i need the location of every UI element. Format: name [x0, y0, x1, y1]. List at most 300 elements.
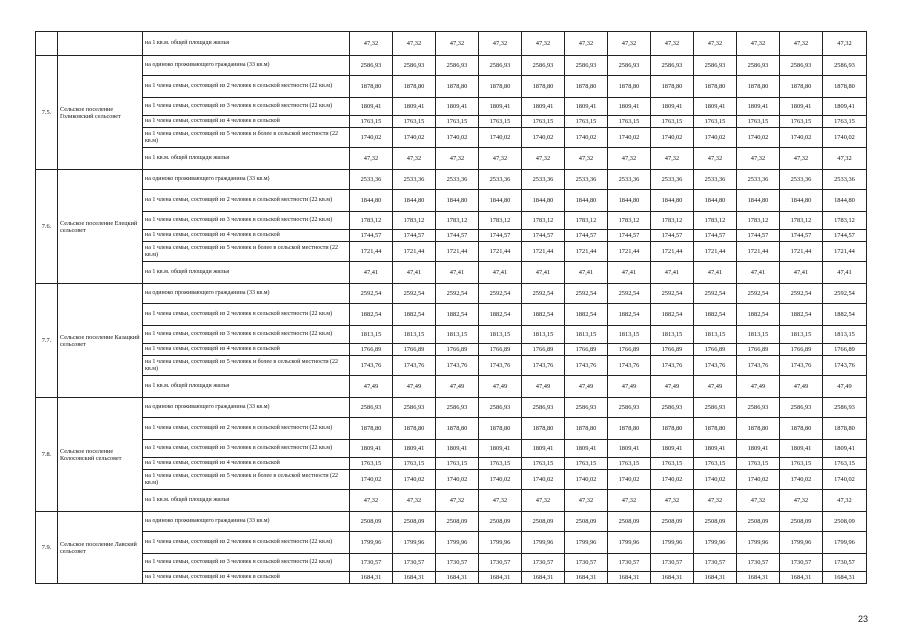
- value-cell: 1878,80: [737, 76, 780, 98]
- value-cell: 1844,80: [522, 190, 565, 212]
- value-cell: 2592,54: [522, 284, 565, 304]
- value-cell: 1882,54: [780, 304, 823, 326]
- value-cell: 2508,09: [565, 512, 608, 532]
- value-cell: 1763,15: [694, 116, 737, 128]
- value-cell: 1809,41: [823, 98, 867, 116]
- territory-name: Сельское поселение Колосовский сельсовет: [58, 398, 143, 512]
- value-cell: 1721,44: [479, 242, 522, 262]
- value-cell: 2508,09: [651, 512, 694, 532]
- value-cell: 1763,15: [608, 458, 651, 470]
- value-cell: 1882,54: [823, 304, 867, 326]
- value-cell: 2592,54: [565, 284, 608, 304]
- value-cell: 1740,02: [565, 128, 608, 148]
- territory-name: Сельское поселение Голиковский сельсовет: [58, 56, 143, 170]
- table-row: [36, 376, 867, 398]
- value-cell: 47,49: [522, 376, 565, 398]
- value-cell: 2586,93: [479, 398, 522, 418]
- value-cell: 1809,41: [522, 98, 565, 116]
- value-cell: 1763,15: [393, 458, 436, 470]
- row-label: на 1 члена семьи, состоящей из 2 человек в сельской местности (22 кв.м): [143, 190, 350, 212]
- value-cell: 1882,54: [608, 304, 651, 326]
- value-cell: 1744,57: [522, 230, 565, 242]
- value-cell: 2586,93: [436, 398, 479, 418]
- block-index: 7.7.: [36, 284, 58, 398]
- value-cell: 2586,93: [608, 398, 651, 418]
- value-cell: 1882,54: [651, 304, 694, 326]
- value-cell: 2586,93: [479, 56, 522, 76]
- value-cell: 1730,57: [350, 554, 393, 572]
- value-cell: 47,32: [436, 490, 479, 512]
- value-cell: 1783,12: [608, 212, 651, 230]
- value-cell: 2508,09: [737, 512, 780, 532]
- value-cell: 2533,36: [565, 170, 608, 190]
- value-cell: 1783,12: [651, 212, 694, 230]
- value-cell: 2586,93: [823, 398, 867, 418]
- row-label: на 1 кв.м. общей площади жилья: [143, 148, 350, 170]
- value-cell: 1740,02: [694, 128, 737, 148]
- table-row: [36, 356, 867, 376]
- value-cell: 1783,12: [479, 212, 522, 230]
- value-cell: 1813,15: [780, 326, 823, 344]
- value-cell: 2533,36: [780, 170, 823, 190]
- row-label: на 1 члена семьи, состоящей из 2 человек в сельской местности (22 кв.м): [143, 76, 350, 98]
- value-cell: 1721,44: [350, 242, 393, 262]
- value-cell: 2586,93: [565, 398, 608, 418]
- row-label: на 1 члена семьи, состоящей из 3 человек в сельской местности (22 кв.м): [143, 554, 350, 572]
- table-row: [36, 242, 867, 262]
- block-index: 7.6.: [36, 170, 58, 284]
- value-cell: 1844,80: [780, 190, 823, 212]
- value-cell: 1740,02: [393, 470, 436, 490]
- value-cell: 1809,41: [694, 440, 737, 458]
- value-cell: 1721,44: [823, 242, 867, 262]
- value-cell: 1744,57: [479, 230, 522, 242]
- value-cell: 1878,80: [479, 76, 522, 98]
- value-cell: 2586,93: [651, 56, 694, 76]
- table-row: [36, 326, 867, 344]
- value-cell: 47,32: [694, 32, 737, 56]
- value-cell: 47,41: [823, 262, 867, 284]
- value-cell: 47,32: [651, 490, 694, 512]
- value-cell: 2586,93: [780, 398, 823, 418]
- value-cell: 1878,80: [350, 418, 393, 440]
- value-cell: 2533,36: [393, 170, 436, 190]
- value-cell: 1740,02: [694, 470, 737, 490]
- value-cell: 1882,54: [479, 304, 522, 326]
- value-cell: 1766,89: [350, 344, 393, 356]
- value-cell: 1730,57: [823, 554, 867, 572]
- block-index: 7.9.: [36, 512, 58, 584]
- value-cell: 1740,02: [436, 128, 479, 148]
- value-cell: 47,32: [479, 32, 522, 56]
- value-cell: 1740,02: [350, 128, 393, 148]
- value-cell: 1740,02: [393, 128, 436, 148]
- table-row: [36, 212, 867, 230]
- value-cell: 2533,36: [651, 170, 694, 190]
- value-cell: 1740,02: [608, 128, 651, 148]
- value-cell: 1878,80: [780, 76, 823, 98]
- block-index: 7.8.: [36, 398, 58, 512]
- value-cell: 2533,36: [479, 170, 522, 190]
- value-cell: 1813,15: [737, 326, 780, 344]
- value-cell: 1766,89: [823, 344, 867, 356]
- value-cell: 47,32: [393, 148, 436, 170]
- row-label: на 1 кв.м. общей площади жилья: [143, 490, 350, 512]
- value-cell: 1809,41: [393, 440, 436, 458]
- value-cell: 47,49: [393, 376, 436, 398]
- value-cell: 1763,15: [436, 116, 479, 128]
- table-row: [36, 344, 867, 356]
- value-cell: 47,41: [479, 262, 522, 284]
- block-index: 7.5.: [36, 56, 58, 170]
- value-cell: 1743,76: [694, 356, 737, 376]
- value-cell: 47,32: [737, 32, 780, 56]
- value-cell: 1744,57: [608, 230, 651, 242]
- value-cell: 47,32: [393, 32, 436, 56]
- value-cell: 1878,80: [393, 76, 436, 98]
- value-cell: 2586,93: [522, 56, 565, 76]
- value-cell: 47,41: [737, 262, 780, 284]
- value-cell: 1763,15: [479, 116, 522, 128]
- table-row: [36, 418, 867, 440]
- value-cell: 1878,80: [694, 418, 737, 440]
- value-cell: 1684,31: [694, 572, 737, 584]
- value-cell: 1730,57: [565, 554, 608, 572]
- value-cell: 1730,57: [522, 554, 565, 572]
- value-cell: 1763,15: [350, 458, 393, 470]
- value-cell: 1766,89: [522, 344, 565, 356]
- value-cell: 1740,02: [651, 470, 694, 490]
- value-cell: 2592,54: [651, 284, 694, 304]
- value-cell: 1684,31: [737, 572, 780, 584]
- value-cell: 1730,57: [780, 554, 823, 572]
- value-cell: 1766,89: [393, 344, 436, 356]
- table-row: [36, 572, 867, 584]
- value-cell: 1809,41: [350, 440, 393, 458]
- value-cell: 47,49: [608, 376, 651, 398]
- value-cell: 1878,80: [522, 418, 565, 440]
- value-cell: 1763,15: [608, 116, 651, 128]
- value-cell: 1766,89: [780, 344, 823, 356]
- value-cell: 1743,76: [393, 356, 436, 376]
- territory-name: Сельское поселение Лавский сельсовет: [58, 512, 143, 584]
- value-cell: 1730,57: [694, 554, 737, 572]
- value-cell: 1844,80: [608, 190, 651, 212]
- value-cell: 1744,57: [694, 230, 737, 242]
- value-cell: 2586,93: [823, 56, 867, 76]
- value-cell: 2586,93: [436, 56, 479, 76]
- table-row: [36, 76, 867, 98]
- value-cell: 47,32: [780, 32, 823, 56]
- value-cell: 1799,96: [436, 532, 479, 554]
- value-cell: 47,32: [522, 490, 565, 512]
- value-cell: 1882,54: [737, 304, 780, 326]
- value-cell: 47,32: [350, 490, 393, 512]
- value-cell: 1743,76: [436, 356, 479, 376]
- value-cell: 1813,15: [479, 326, 522, 344]
- value-cell: 1844,80: [737, 190, 780, 212]
- value-cell: 1878,80: [565, 76, 608, 98]
- value-cell: 1730,57: [479, 554, 522, 572]
- value-cell: 1882,54: [565, 304, 608, 326]
- value-cell: 1684,31: [350, 572, 393, 584]
- value-cell: 1878,80: [608, 418, 651, 440]
- value-cell: 1799,96: [823, 532, 867, 554]
- value-cell: 1730,57: [737, 554, 780, 572]
- value-cell: 2533,36: [823, 170, 867, 190]
- value-cell: 1878,80: [436, 418, 479, 440]
- value-cell: 1684,31: [393, 572, 436, 584]
- value-cell: 1740,02: [737, 128, 780, 148]
- value-cell: 2592,54: [823, 284, 867, 304]
- value-cell: 47,32: [479, 490, 522, 512]
- table-row: [36, 554, 867, 572]
- value-cell: 47,32: [479, 148, 522, 170]
- value-cell: 1740,02: [565, 470, 608, 490]
- table-row: [36, 190, 867, 212]
- value-cell: 1763,15: [737, 458, 780, 470]
- value-cell: 2586,93: [608, 56, 651, 76]
- row-label: на 1 члена семьи, состоящей из 5 человек и более в сельской местности (22 кв.м): [143, 470, 350, 490]
- value-cell: 1844,80: [350, 190, 393, 212]
- value-cell: 1882,54: [694, 304, 737, 326]
- value-cell: 1766,89: [694, 344, 737, 356]
- value-cell: 47,32: [565, 490, 608, 512]
- value-cell: 1763,15: [651, 116, 694, 128]
- value-cell: 2586,93: [780, 56, 823, 76]
- value-cell: 1844,80: [694, 190, 737, 212]
- row-label: на 1 члена семьи, состоящей из 2 человек в сельской местности (22 кв.м): [143, 418, 350, 440]
- value-cell: 1763,15: [823, 458, 867, 470]
- value-cell: 2586,93: [694, 398, 737, 418]
- value-cell: 1882,54: [436, 304, 479, 326]
- value-cell: 47,41: [393, 262, 436, 284]
- value-cell: 2592,54: [436, 284, 479, 304]
- value-cell: 1740,02: [522, 128, 565, 148]
- row-label: на 1 члена семьи, состоящей из 2 человек в сельской местности (22 кв.м): [143, 304, 350, 326]
- value-cell: 1809,41: [393, 98, 436, 116]
- value-cell: 47,41: [651, 262, 694, 284]
- value-cell: 1763,15: [565, 116, 608, 128]
- value-cell: 2586,93: [651, 398, 694, 418]
- value-cell: 1878,80: [823, 418, 867, 440]
- value-cell: 2586,93: [694, 56, 737, 76]
- value-cell: 47,32: [780, 148, 823, 170]
- value-cell: 1878,80: [350, 76, 393, 98]
- table-row: [36, 98, 867, 116]
- value-cell: 47,32: [823, 32, 867, 56]
- value-cell: 1763,15: [823, 116, 867, 128]
- value-cell: 1799,96: [565, 532, 608, 554]
- value-cell: 2586,93: [522, 398, 565, 418]
- value-cell: 1882,54: [393, 304, 436, 326]
- value-cell: 1878,80: [479, 418, 522, 440]
- value-cell: 1763,15: [522, 458, 565, 470]
- value-cell: 1740,02: [823, 470, 867, 490]
- value-cell: 1882,54: [350, 304, 393, 326]
- value-cell: 1809,41: [565, 440, 608, 458]
- value-cell: 1878,80: [823, 76, 867, 98]
- value-cell: 1844,80: [823, 190, 867, 212]
- value-cell: 1740,02: [780, 128, 823, 148]
- value-cell: 1783,12: [565, 212, 608, 230]
- value-cell: 47,32: [651, 32, 694, 56]
- value-cell: 2533,36: [737, 170, 780, 190]
- value-cell: 47,32: [694, 148, 737, 170]
- row-label: на одиноко проживающего гражданина (33 кв.м): [143, 170, 350, 190]
- value-cell: 1809,41: [479, 98, 522, 116]
- value-cell: 1744,57: [651, 230, 694, 242]
- value-cell: 1721,44: [737, 242, 780, 262]
- row-label: на 1 члена семьи, состоящей из 2 человек в сельской местности (22 кв.м): [143, 532, 350, 554]
- row-label: на 1 кв.м. общей площади жилья: [143, 32, 350, 56]
- value-cell: 47,41: [436, 262, 479, 284]
- index-cell: [36, 32, 58, 56]
- value-cell: 2586,93: [393, 56, 436, 76]
- value-cell: 1744,57: [780, 230, 823, 242]
- value-cell: 1809,41: [780, 98, 823, 116]
- value-cell: 1740,02: [350, 470, 393, 490]
- value-cell: 1740,02: [737, 470, 780, 490]
- value-cell: 1809,41: [737, 440, 780, 458]
- value-cell: 1684,31: [651, 572, 694, 584]
- value-cell: 47,32: [436, 148, 479, 170]
- value-cell: 1743,76: [350, 356, 393, 376]
- value-cell: 1809,41: [350, 98, 393, 116]
- value-cell: 2533,36: [436, 170, 479, 190]
- value-cell: 1813,15: [350, 326, 393, 344]
- value-cell: 1763,15: [393, 116, 436, 128]
- value-cell: 1721,44: [780, 242, 823, 262]
- value-cell: 1813,15: [522, 326, 565, 344]
- table-row: [36, 128, 867, 148]
- table-row: [36, 262, 867, 284]
- value-cell: 47,41: [565, 262, 608, 284]
- value-cell: 1783,12: [393, 212, 436, 230]
- value-cell: 1721,44: [436, 242, 479, 262]
- value-cell: 47,32: [350, 148, 393, 170]
- row-label: на 1 члена семьи, состоящей из 4 человек в сельской: [143, 230, 350, 242]
- value-cell: 1882,54: [522, 304, 565, 326]
- value-cell: 1844,80: [436, 190, 479, 212]
- value-cell: 2533,36: [694, 170, 737, 190]
- value-cell: 1740,02: [479, 128, 522, 148]
- value-cell: 1809,41: [823, 440, 867, 458]
- value-cell: 2533,36: [522, 170, 565, 190]
- value-cell: 47,49: [565, 376, 608, 398]
- value-cell: 1763,15: [737, 116, 780, 128]
- value-cell: 2592,54: [608, 284, 651, 304]
- value-cell: 1813,15: [694, 326, 737, 344]
- value-cell: 1743,76: [737, 356, 780, 376]
- value-cell: 47,41: [350, 262, 393, 284]
- housing-cost-table: [35, 31, 867, 584]
- value-cell: 2508,09: [436, 512, 479, 532]
- value-cell: 1844,80: [651, 190, 694, 212]
- value-cell: 1721,44: [522, 242, 565, 262]
- value-cell: 1878,80: [651, 76, 694, 98]
- value-cell: 1744,57: [737, 230, 780, 242]
- value-cell: 1799,96: [393, 532, 436, 554]
- table-row: [36, 458, 867, 470]
- value-cell: 1744,57: [565, 230, 608, 242]
- row-label: на одиноко проживающего гражданина (33 кв.м): [143, 398, 350, 418]
- value-cell: 1878,80: [694, 76, 737, 98]
- row-label: на 1 члена семьи, состоящей из 5 человек и более в сельской местности (22 кв.м): [143, 128, 350, 148]
- value-cell: 1763,15: [651, 458, 694, 470]
- value-cell: 47,32: [565, 148, 608, 170]
- value-cell: 47,49: [694, 376, 737, 398]
- value-cell: 1799,96: [350, 532, 393, 554]
- value-cell: 2592,54: [694, 284, 737, 304]
- value-cell: 1684,31: [780, 572, 823, 584]
- value-cell: 2533,36: [350, 170, 393, 190]
- value-cell: 1743,76: [823, 356, 867, 376]
- value-cell: 47,49: [737, 376, 780, 398]
- value-cell: 1799,96: [780, 532, 823, 554]
- value-cell: 47,32: [608, 32, 651, 56]
- row-label: на 1 члена семьи, состоящей из 4 человек в сельской: [143, 344, 350, 356]
- table-row: [36, 440, 867, 458]
- value-cell: 47,49: [780, 376, 823, 398]
- value-cell: 2533,36: [608, 170, 651, 190]
- value-cell: 1809,41: [436, 98, 479, 116]
- value-cell: 1730,57: [651, 554, 694, 572]
- row-label: на 1 члена семьи, состоящей из 5 человек и более в сельской местности (22 кв.м): [143, 356, 350, 376]
- value-cell: 1684,31: [823, 572, 867, 584]
- table-row: [36, 304, 867, 326]
- value-cell: 1878,80: [393, 418, 436, 440]
- value-cell: 47,32: [436, 32, 479, 56]
- value-cell: 1766,89: [651, 344, 694, 356]
- value-cell: 1766,89: [737, 344, 780, 356]
- value-cell: 2586,93: [737, 56, 780, 76]
- value-cell: 1813,15: [651, 326, 694, 344]
- value-cell: 1878,80: [565, 418, 608, 440]
- value-cell: 2586,93: [350, 398, 393, 418]
- value-cell: 1878,80: [436, 76, 479, 98]
- value-cell: 1684,31: [608, 572, 651, 584]
- value-cell: 1783,12: [823, 212, 867, 230]
- value-cell: 1783,12: [436, 212, 479, 230]
- value-cell: 1809,41: [651, 98, 694, 116]
- value-cell: 1763,15: [479, 458, 522, 470]
- value-cell: 2508,09: [479, 512, 522, 532]
- value-cell: 1809,41: [608, 98, 651, 116]
- value-cell: 1730,57: [393, 554, 436, 572]
- value-cell: 47,32: [522, 148, 565, 170]
- value-cell: 47,49: [350, 376, 393, 398]
- value-cell: 47,32: [737, 148, 780, 170]
- value-cell: 1730,57: [436, 554, 479, 572]
- value-cell: 47,41: [522, 262, 565, 284]
- value-cell: 47,41: [694, 262, 737, 284]
- value-cell: 1878,80: [737, 418, 780, 440]
- value-cell: 1740,02: [651, 128, 694, 148]
- value-cell: 1799,96: [522, 532, 565, 554]
- value-cell: 2586,93: [565, 56, 608, 76]
- value-cell: 47,49: [823, 376, 867, 398]
- value-cell: 1813,15: [436, 326, 479, 344]
- value-cell: 1844,80: [393, 190, 436, 212]
- value-cell: 47,49: [479, 376, 522, 398]
- value-cell: 1809,41: [694, 98, 737, 116]
- value-cell: 1783,12: [780, 212, 823, 230]
- value-cell: 1878,80: [780, 418, 823, 440]
- row-label: на 1 члена семьи, состоящей из 4 человек в сельской: [143, 458, 350, 470]
- value-cell: 1684,31: [565, 572, 608, 584]
- territory-cell: [58, 32, 143, 56]
